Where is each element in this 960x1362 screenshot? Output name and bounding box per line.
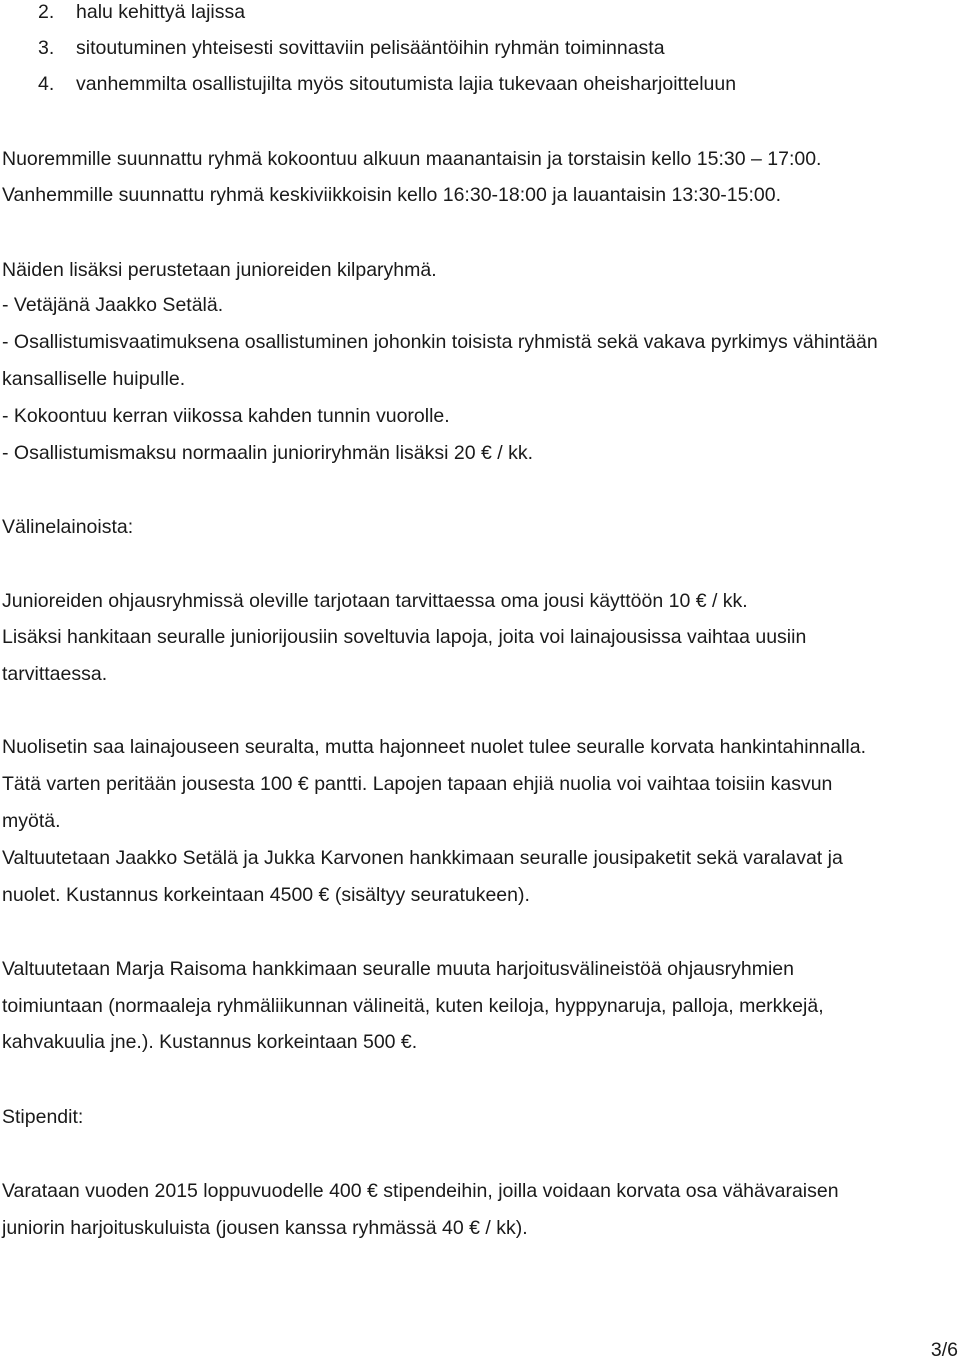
bullet-line: - Kokoontuu kerran viikossa kahden tunnin vuorolle. [2,405,450,427]
paragraph-line: Valtuutetaan Marja Raisoma hankkimaan seuralle muuta harjoitusvälineistöä ohjausryhmien [2,958,794,980]
paragraph-line: Junioreiden ohjausryhmissä oleville tarjotaan tarvittaessa oma jousi käyttöön 10 € / kk. [2,590,748,612]
paragraph-line: Valtuutetaan Jaakko Setälä ja Jukka Karvonen hankkimaan seuralle jousipaketit sekä varalavat ja [2,847,843,869]
section-heading: Stipendit: [2,1106,84,1128]
bullet-line: - Vetäjänä Jaakko Setälä. [2,294,224,316]
paragraph-line: kahvakuulia jne.). Kustannus korkeintaan 500 €. [2,1031,418,1053]
bullet-line: kansalliselle huipulle. [2,368,186,390]
section-heading: Välinelainoista: [2,516,134,538]
paragraph-line: juniorin harjoituskuluista (jousen kanssa ryhmässä 40 € / kk). [2,1217,528,1239]
paragraph-line: Varataan vuoden 2015 loppuvuodelle 400 € stipendeihin, joilla voidaan korvata osa vähävaraisen [2,1180,839,1202]
paragraph-line: Näiden lisäksi perustetaan junioreiden kilparyhmä. [2,259,437,281]
paragraph-line: tarvittaessa. [2,663,108,685]
paragraph-line: nuolet. Kustannus korkeintaan 4500 € (sisältyy seuratukeen). [2,884,530,906]
paragraph-line: toimiuntaan (normaaleja ryhmäliikunnan välineitä, kuten keiloja, hyppynaruja, palloja, merkkejä, [2,995,824,1017]
paragraph-line: Tätä varten peritään jousesta 100 € pantti. Lapojen tapaan ehjiä nuolia voi vaihtaa toisiin kasvun [2,773,833,795]
paragraph-line: Lisäksi hankitaan seuralle juniorijousiin soveltuvia lapoja, joita voi lainajousissa vaihtaa uusiin [2,626,807,648]
paragraph-line: myötä. [2,810,61,832]
paragraph-line: Nuolisetin saa lainajouseen seuralta, mutta hajonneet nuolet tulee seuralle korvata hankintahinnalla. [2,736,866,758]
schedule-line: Vanhemmille suunnattu ryhmä keskiviikkoisin kello 16:30-18:00 ja lauantaisin 13:30-15:00. [2,184,782,206]
page-number: 3/6 [930,1339,958,1361]
bullet-line: - Osallistumismaksu normaalin junioriryhmän lisäksi 20 € / kk. [2,442,534,464]
bullet-line: - Osallistumisvaatimuksena osallistuminen johonkin toisista ryhmistä sekä vakava pyrkimys vähintään [2,331,878,353]
schedule-line: Nuoremmille suunnattu ryhmä kokoontuu alkuun maanantaisin ja torstaisin kello 15:30 – 17:00. [2,148,822,170]
